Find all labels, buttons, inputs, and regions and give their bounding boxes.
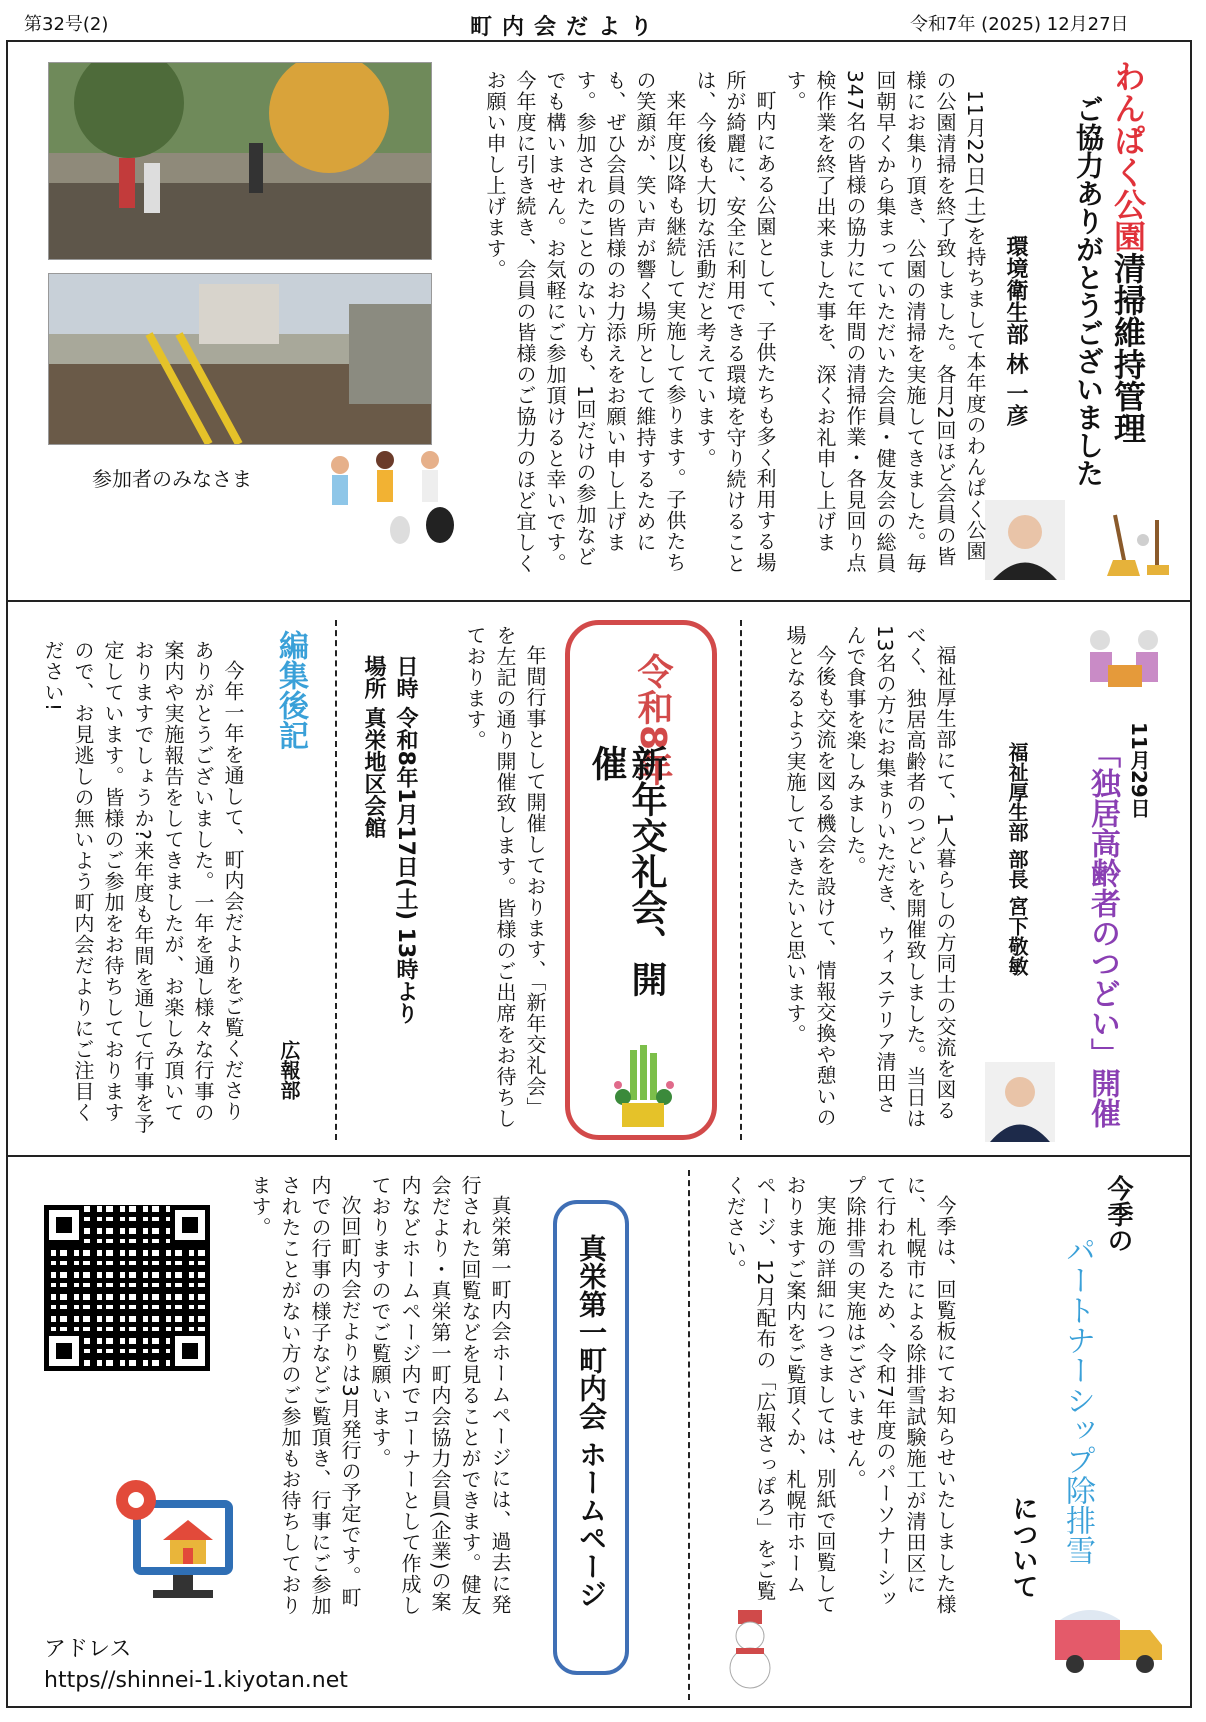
park-title-red: わんぱく公園	[1109, 60, 1147, 252]
elderly-body	[765, 625, 960, 1130]
homepage-body	[250, 1175, 515, 1620]
dump-truck-icon	[1050, 1600, 1180, 1680]
photo-caption: 参加者のみなさま	[92, 467, 252, 491]
homepage-title-box	[553, 1200, 629, 1675]
portrait-photo-2	[985, 1062, 1055, 1142]
newyear-place: 場所 真栄地区会館	[361, 655, 386, 839]
elderly-title: 「独居高齢者のつどい」開催	[1085, 738, 1120, 1128]
newyear-paragraph: 年間行事として開催しております、「新年交礼会」を左記の通り開催致します。皆様のご出席をお待ちしております。	[463, 625, 547, 1129]
park-subtitle: ご協力ありがとうございました	[1072, 95, 1105, 487]
newyear-body	[440, 625, 550, 1130]
homepage-paragraph-1: 真栄第一町内会ホームページには、過去に発行された回覧などを見ることができます。健友会だより・真栄第一町内会協力会員(企業)の案内などホームページ内でコーナーとして作成しておりますのでご覧願います。	[368, 1175, 512, 1616]
elderly-paragraph-1: 福祉厚生部にて、1人暮らしの方同士の交流を図るべく、独居高齢者のつどいを開催致しました。当日は13名の方にお集まりいただき、ウィステリア清田さんで食事を楽しみました。	[843, 625, 957, 1129]
park-paragraph-3: 来年度以降も継続して実施して参ります。子供たちの笑顔が、笑い声が響く場所として維持するためにも、ぜひ会員の皆様のお力添えをお願い申し上げます。参加されたことのない方も、1回だけの参加などでも構いません。お気軽にご参加頂けると幸いです。今年度に引き続き、会員の皆様のご協力のほど宜しくお願い申し上げます。	[483, 70, 687, 574]
issue-date: 令和7年 (2025) 12月27日	[910, 14, 1129, 35]
portrait-photo	[985, 500, 1065, 580]
divider-elderly	[740, 620, 742, 1140]
kadomatsu-icon	[608, 1045, 678, 1130]
elderly-paragraph-2: 今後も交流を図る機会を設けて、情報交換や憩いの場となるよう実施していきたいと思います。	[783, 625, 837, 1128]
homepage-url-link[interactable]: https//shinnei-1.kiyotan.net	[44, 1668, 348, 1693]
snow-paragraph-2: 実施の詳細につきましては、別紙で回覧しておりますご案内をご覧頂くか、札幌市ホームページ、12月配布の「広報さっぽろ」をご覧ください。	[723, 1175, 837, 1615]
editorial-paragraph: 今年一年を通して、町内会だよりをご覧くださりありがとうございました。一年を通し様々な行事の案内や実施報告をしてきましたが、お楽しみ頂いておりますでしょうか?来年度も年間を通して行事を予定しています。皆様のご参加をお待ちしておりますので、お見逃しの無いよう町内会だよりにご注目ください!	[41, 640, 245, 1135]
editorial-body	[41, 640, 248, 1135]
divider-homepage	[688, 1170, 690, 1700]
homepage-title: 真栄第一町内会 ホームページ	[575, 1234, 608, 1608]
homepage-computer-icon	[108, 1480, 238, 1605]
elderly-author: 福祉厚生部 部長 宮下敬敏	[1005, 742, 1029, 976]
park-photo-1	[48, 62, 432, 260]
snow-paragraph-1: 今季は、回覧板にてお知らせいたしました様に、札幌市による除排雪試験施工が清田区にて行われるため、令和7年度のパーソナーシップ除排雪の実施はございません。	[843, 1175, 957, 1615]
snow-title-main: パートナーシップ除排雪	[1060, 1235, 1095, 1565]
park-paragraph-1: 11月22日(土)を持ちまして本年度のわんぱく公園の公園清掃を終了致しました。各月2回ほど会員の皆様にお集り頂き、公園の清掃を実施してきました。毎回朝早くから集まっていただいた会員・健友会の総員347名の皆様の協力にて年間の清掃作業・各見回り点検作業を終了出来ました事を、深くお礼申し上げます。	[783, 70, 987, 574]
qr-code[interactable]	[44, 1205, 210, 1371]
newyear-datetime: 日時 令和8年1月17日(土) 13時より	[393, 655, 418, 1025]
newsletter-title: 町内会だより	[470, 15, 663, 40]
newyear-banner-year: 令和8年	[632, 653, 673, 787]
issue-number: 第32号(2)	[24, 14, 109, 35]
park-title	[1110, 60, 1146, 490]
homepage-paragraph-2: 次回町内会だよりは3月発行の予定です。町内での行事の様子などご覧頂き、行事にご参加されたことがない方のご参加もお待ちしております。	[248, 1175, 362, 1616]
park-body	[435, 70, 990, 580]
seniors-dining-illustration	[1080, 620, 1170, 700]
snow-title-top: 今季の	[1103, 1175, 1133, 1253]
elderly-date: 11月29日	[1127, 722, 1151, 818]
address-label: アドレス	[44, 1637, 132, 1662]
divider-top	[6, 600, 1192, 602]
editorial-author: 広報部	[277, 1040, 301, 1100]
snow-title-bottom: について	[1008, 1495, 1038, 1599]
park-author: 環境衛生部 林 一彦	[1003, 235, 1028, 427]
snow-body	[723, 1175, 960, 1615]
newyear-banner	[565, 620, 717, 1140]
volunteers-illustration	[320, 445, 460, 555]
newyear-banner-title: 新年交礼会、開催	[586, 745, 667, 997]
editorial-title: 編集後記	[273, 630, 308, 750]
park-paragraph-2: 町内にある公園として、子供たちも多く利用する場所が綺麗に、安全に利用できる環境を守り続けることは、今後も大切な活動だと考えています。	[693, 70, 777, 574]
park-title-black: 清掃維持管理	[1109, 252, 1147, 444]
park-photo-2	[48, 273, 432, 445]
snowman-icon	[720, 1610, 780, 1690]
broom-icon	[1095, 510, 1175, 580]
divider-bottom	[6, 1155, 1192, 1157]
divider-editorial	[335, 620, 337, 1140]
